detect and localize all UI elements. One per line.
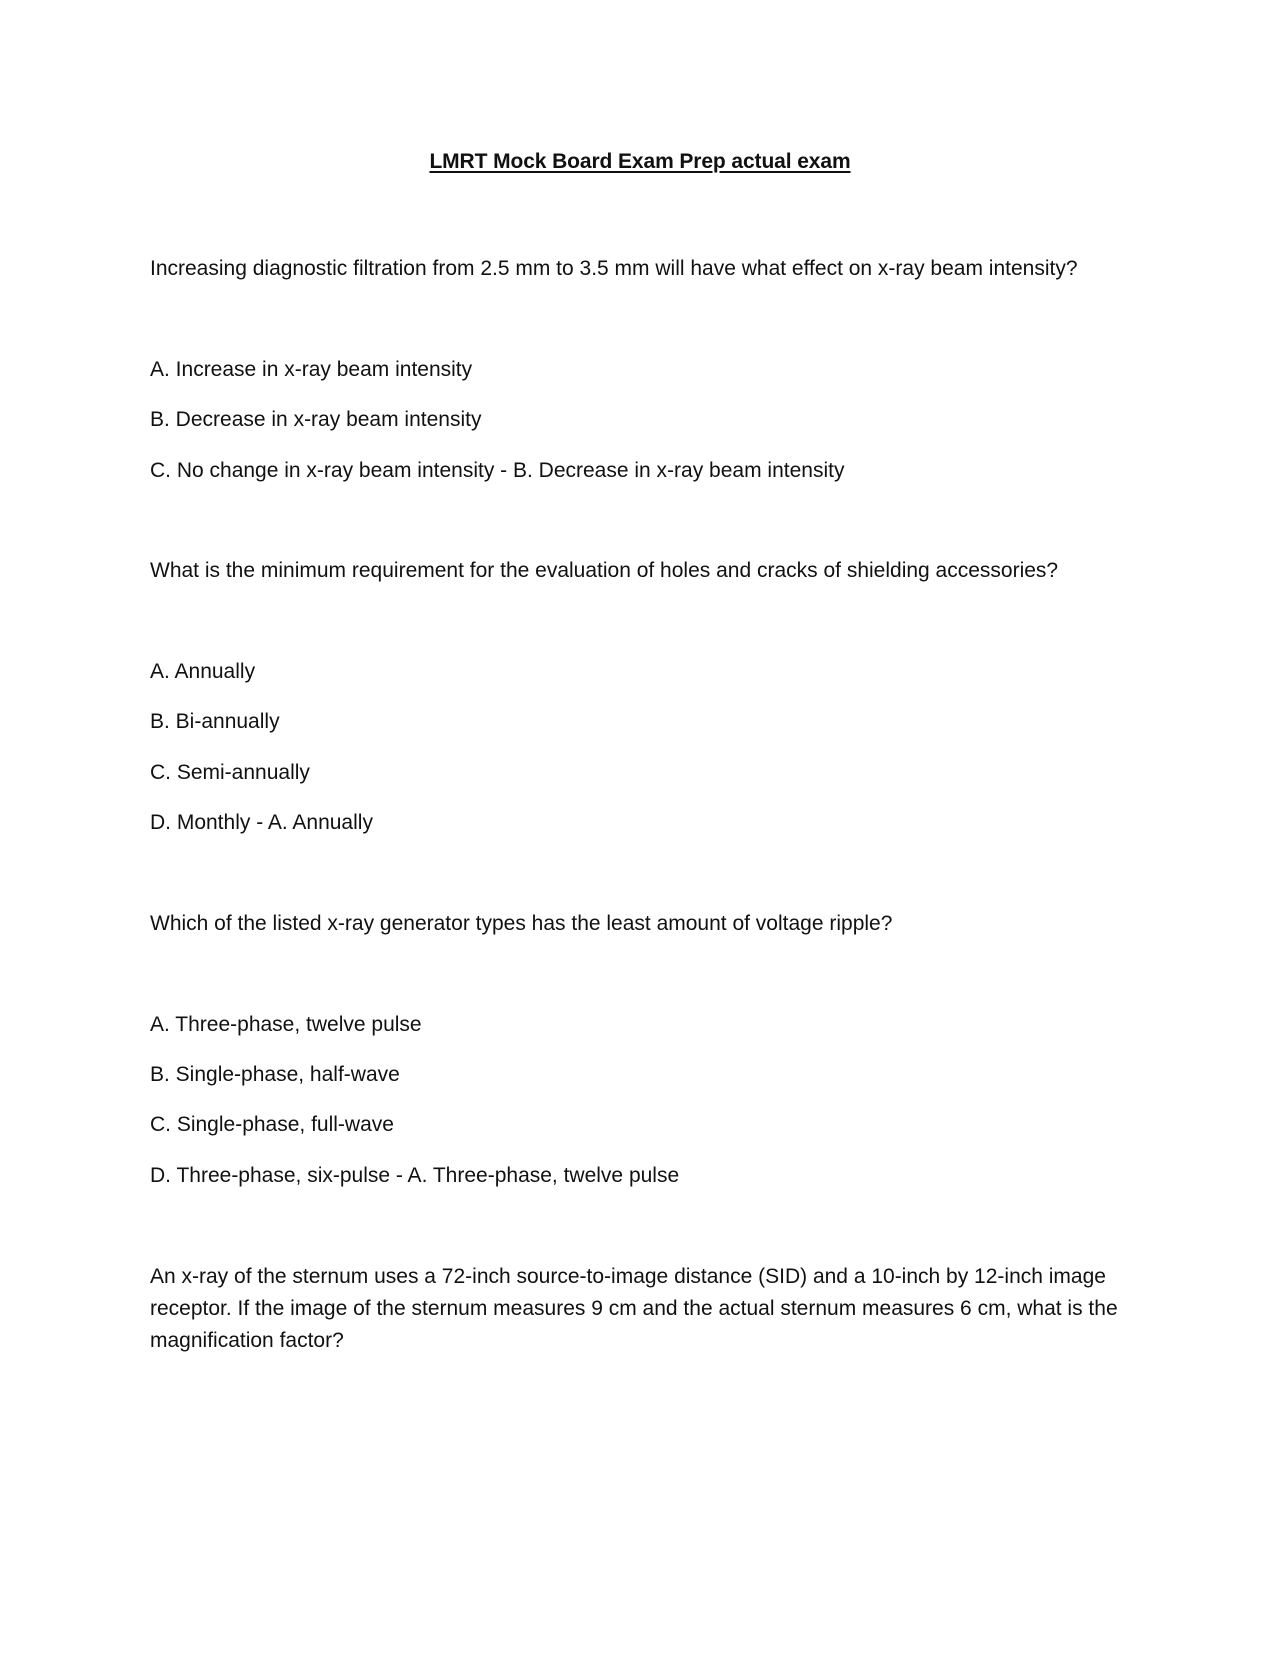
question-2-option-a: A. Annually — [150, 660, 256, 683]
question-1-option-c-answer: C. No change in x-ray beam intensity - B. Decrease in x-ray beam intensity — [150, 459, 845, 482]
question-3-option-b: B. Single-phase, half-wave — [150, 1063, 400, 1086]
question-2-option-c: C. Semi-annually — [150, 761, 310, 784]
document-title: LMRT Mock Board Exam Prep actual exam — [429, 150, 851, 173]
question-1-option-b: B. Decrease in x-ray beam intensity — [150, 408, 482, 431]
question-3-option-a: A. Three-phase, twelve pulse — [150, 1013, 422, 1036]
question-3-option-d-answer: D. Three-phase, six-pulse - A. Three-phase, twelve pulse — [150, 1164, 680, 1187]
question-1-option-a: A. Increase in x-ray beam intensity — [150, 358, 473, 381]
question-2-option-d-answer: D. Monthly - A. Annually — [150, 811, 373, 834]
question-2-text: What is the minimum requirement for the evaluation of holes and cracks of shielding accessories? — [150, 559, 1059, 582]
question-1-text: Increasing diagnostic filtration from 2.5 mm to 3.5 mm will have what effect on x-ray beam intensity? — [150, 257, 1078, 280]
question-2-option-b: B. Bi-annually — [150, 710, 280, 733]
question-3-option-c: C. Single-phase, full-wave — [150, 1113, 394, 1136]
question-3-text: Which of the listed x-ray generator types has the least amount of voltage ripple? — [150, 912, 893, 935]
question-4-text: An x-ray of the sternum uses a 72-inch source-to-image distance (SID) and a 10-inch by 12-inch image receptor. If the image of the sternum measures 9 cm and the actual sternum measures 6 cm, what is the magnification factor? — [150, 1265, 1118, 1352]
